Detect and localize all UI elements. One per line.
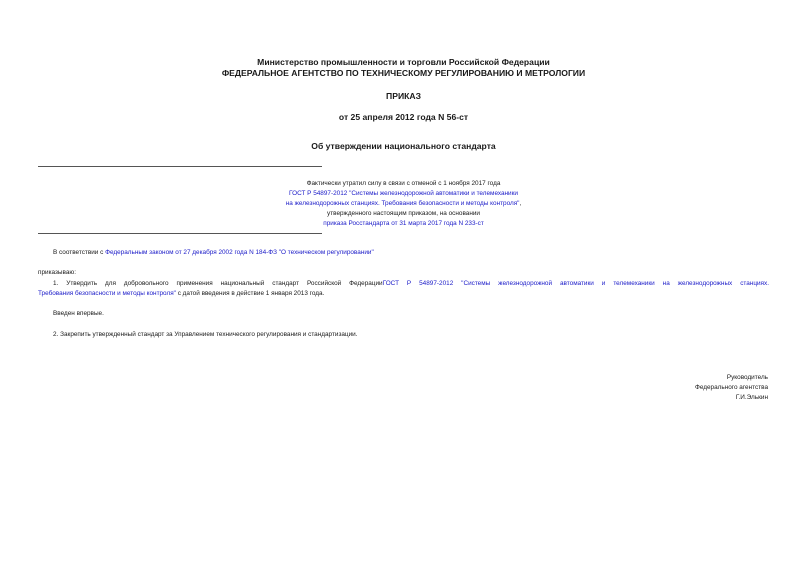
basis-paragraph: [53, 248, 773, 258]
item1-line2: [38, 289, 769, 299]
gost-link-note-a[interactable]: ГОСТ Р 54897-2012 "Системы железнодорожной автоматики и телемеханики: [289, 190, 518, 197]
bottom-divider: [38, 233, 322, 234]
status-note-line5: [0, 219, 807, 229]
signature-title1: Руководитель: [726, 374, 768, 381]
signature-name: Г.И.Элькин: [735, 394, 768, 401]
doc-date-number: от 25 апреля 2012 года N 56-ст: [338, 112, 469, 122]
agency-title: ФЕДЕРАЛЬНОЕ АГЕНТСТВО ПО ТЕХНИЧЕСКОМУ РЕГУЛИРОВАНИЮ И МЕТРОЛОГИИ: [221, 68, 586, 78]
status-note-line4: утвержденного настоящим приказом, на основании: [327, 210, 480, 217]
item2: 2. Закрепить утвержденный стандарт за Управлением технического регулирования и стандартизации.: [53, 331, 358, 338]
gost-link-main-b[interactable]: Требования безопасности и методы контроля": [38, 290, 176, 297]
order-word: приказываю:: [38, 269, 76, 276]
item1-prefix: 1. Утвердить для добровольного применения национальный стандарт Российской Федерации: [53, 280, 383, 287]
status-note-line1: Фактически утратил силу в связи с отменой с 1 ноября 2017 года: [306, 180, 501, 187]
status-note-line2: [0, 189, 807, 199]
item1-line1: [53, 279, 769, 289]
top-divider: [38, 166, 322, 167]
rosstandart-order-link[interactable]: приказа Росстандарта от 31 марта 2017 года N 233-ст: [323, 220, 484, 227]
basis-prefix: В соответствии с: [53, 249, 106, 256]
status-note-line3: [0, 199, 807, 209]
gost-link-note-b[interactable]: на железнодорожных станциях. Требования безопасности и методы контроля": [285, 200, 520, 207]
signature-title2: Федерального агентства: [694, 384, 768, 391]
status-note-comma: ,: [519, 200, 522, 207]
doc-type: ПРИКАЗ: [386, 91, 421, 101]
gost-link-main-a[interactable]: ГОСТ Р 54897-2012 "Системы железнодорожной автоматики и телемеханики на железнодорожных станциях.: [382, 280, 769, 287]
federal-law-link[interactable]: Федеральным законом от 27 декабря 2002 года N 184-ФЗ "О техническом регулировании": [105, 249, 374, 256]
ministry-title: Министерство промышленности и торговли Российской Федерации: [257, 57, 550, 67]
introduced-note: Введен впервые.: [53, 310, 104, 317]
doc-subject: Об утверждении национального стандарта: [311, 141, 496, 151]
item1-suffix: с датой введения в действие 1 января 2013 года.: [175, 290, 325, 297]
